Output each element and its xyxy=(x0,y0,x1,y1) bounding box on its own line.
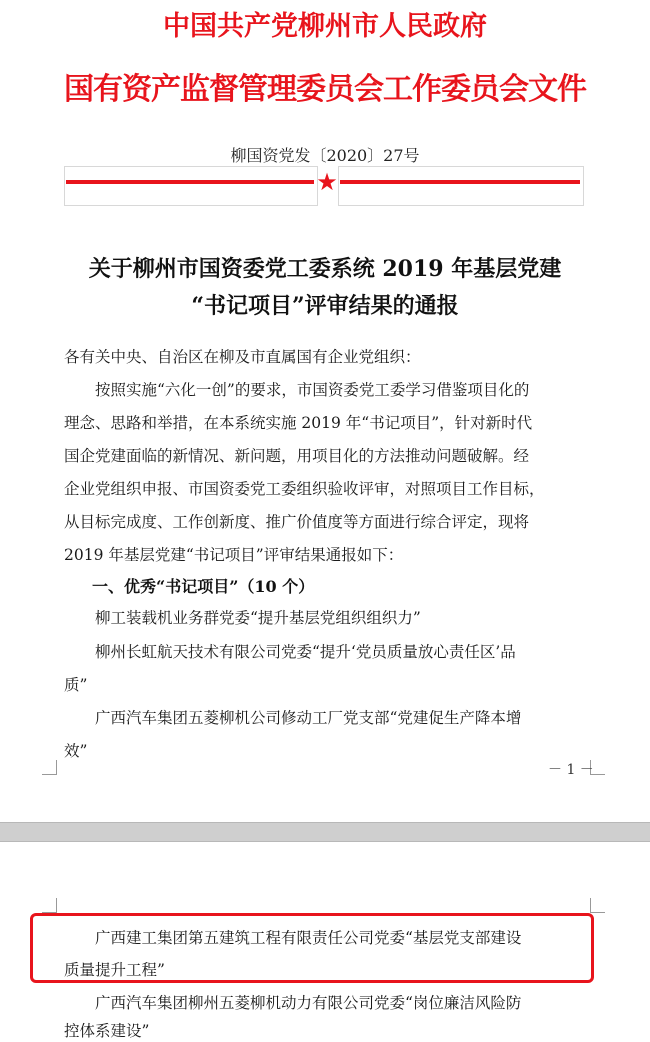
document-number: 柳国资党发〔2020〕27号 xyxy=(230,146,420,165)
document-title-line-1: 关于柳州市国资委党工委系统 2019 年基层党建 xyxy=(88,256,562,282)
page-corner-mark xyxy=(590,898,605,913)
body-line: 理念、思路和举措，在本系统实施 2019 年“书记项目”，针对新时代 xyxy=(64,414,533,432)
list-item: 柳州长虹航天技术有限公司党委“提升‘党员质量放心责任区’品 xyxy=(64,643,516,661)
body-line: 企业党组织申报、市国资委党工委组织验收评审，对照项目工作目标， xyxy=(64,480,545,498)
page-corner-mark xyxy=(42,898,57,913)
list-item: 质” xyxy=(64,676,88,694)
list-item: 控体系建设” xyxy=(64,1022,150,1040)
issuer-header-line-2: 国有资产监督管理委员会工作委员会文件 xyxy=(64,72,586,107)
red-separator-right xyxy=(340,180,580,184)
list-item: 质量提升工程” xyxy=(64,961,165,979)
body-line: 从目标完成度、工作创新度、推广价值度等方面进行综合评定，现将 xyxy=(64,513,530,531)
red-separator-left xyxy=(66,180,314,184)
page-break-gap xyxy=(0,822,650,842)
body-line: 2019 年基层党建“书记项目”评审结果通报如下： xyxy=(64,546,404,564)
body-line: 国企党建面临的新情况、新问题，用项目化的方法推动问题破解。经 xyxy=(64,447,530,465)
separator-frame-left xyxy=(64,166,318,206)
issuer-header-line-1: 中国共产党柳州市人民政府 xyxy=(163,11,487,42)
salutation: 各有关中央、自治区在柳及市直属国有企业党组织： xyxy=(64,348,421,366)
highlight-box xyxy=(30,913,594,983)
separator-frame-right xyxy=(338,166,584,206)
body-line: 按照实施“六化一创”的要求，市国资委党工委学习借鉴项目化的 xyxy=(64,381,530,399)
list-item: 效” xyxy=(64,742,88,760)
list-item: 广西建工集团第五建筑工程有限责任公司党委“基层党支部建设 xyxy=(64,929,522,947)
section-heading: 一、优秀“书记项目”（10 个） xyxy=(92,577,315,596)
document-title-line-2: “书记项目”评审结果的通报 xyxy=(191,293,459,319)
list-item: 广西汽车集团柳州五菱柳机动力有限公司党委“岗位廉洁风险防 xyxy=(64,994,522,1012)
page-number: － 1 － xyxy=(548,762,594,778)
page-corner-mark xyxy=(42,760,57,775)
list-item: 广西汽车集团五菱柳机公司修动工厂党支部“党建促生产降本增 xyxy=(64,709,522,727)
list-item: 柳工装载机业务群党委“提升基层党组织组织力” xyxy=(64,609,421,627)
red-star-icon: ★ xyxy=(316,168,338,196)
